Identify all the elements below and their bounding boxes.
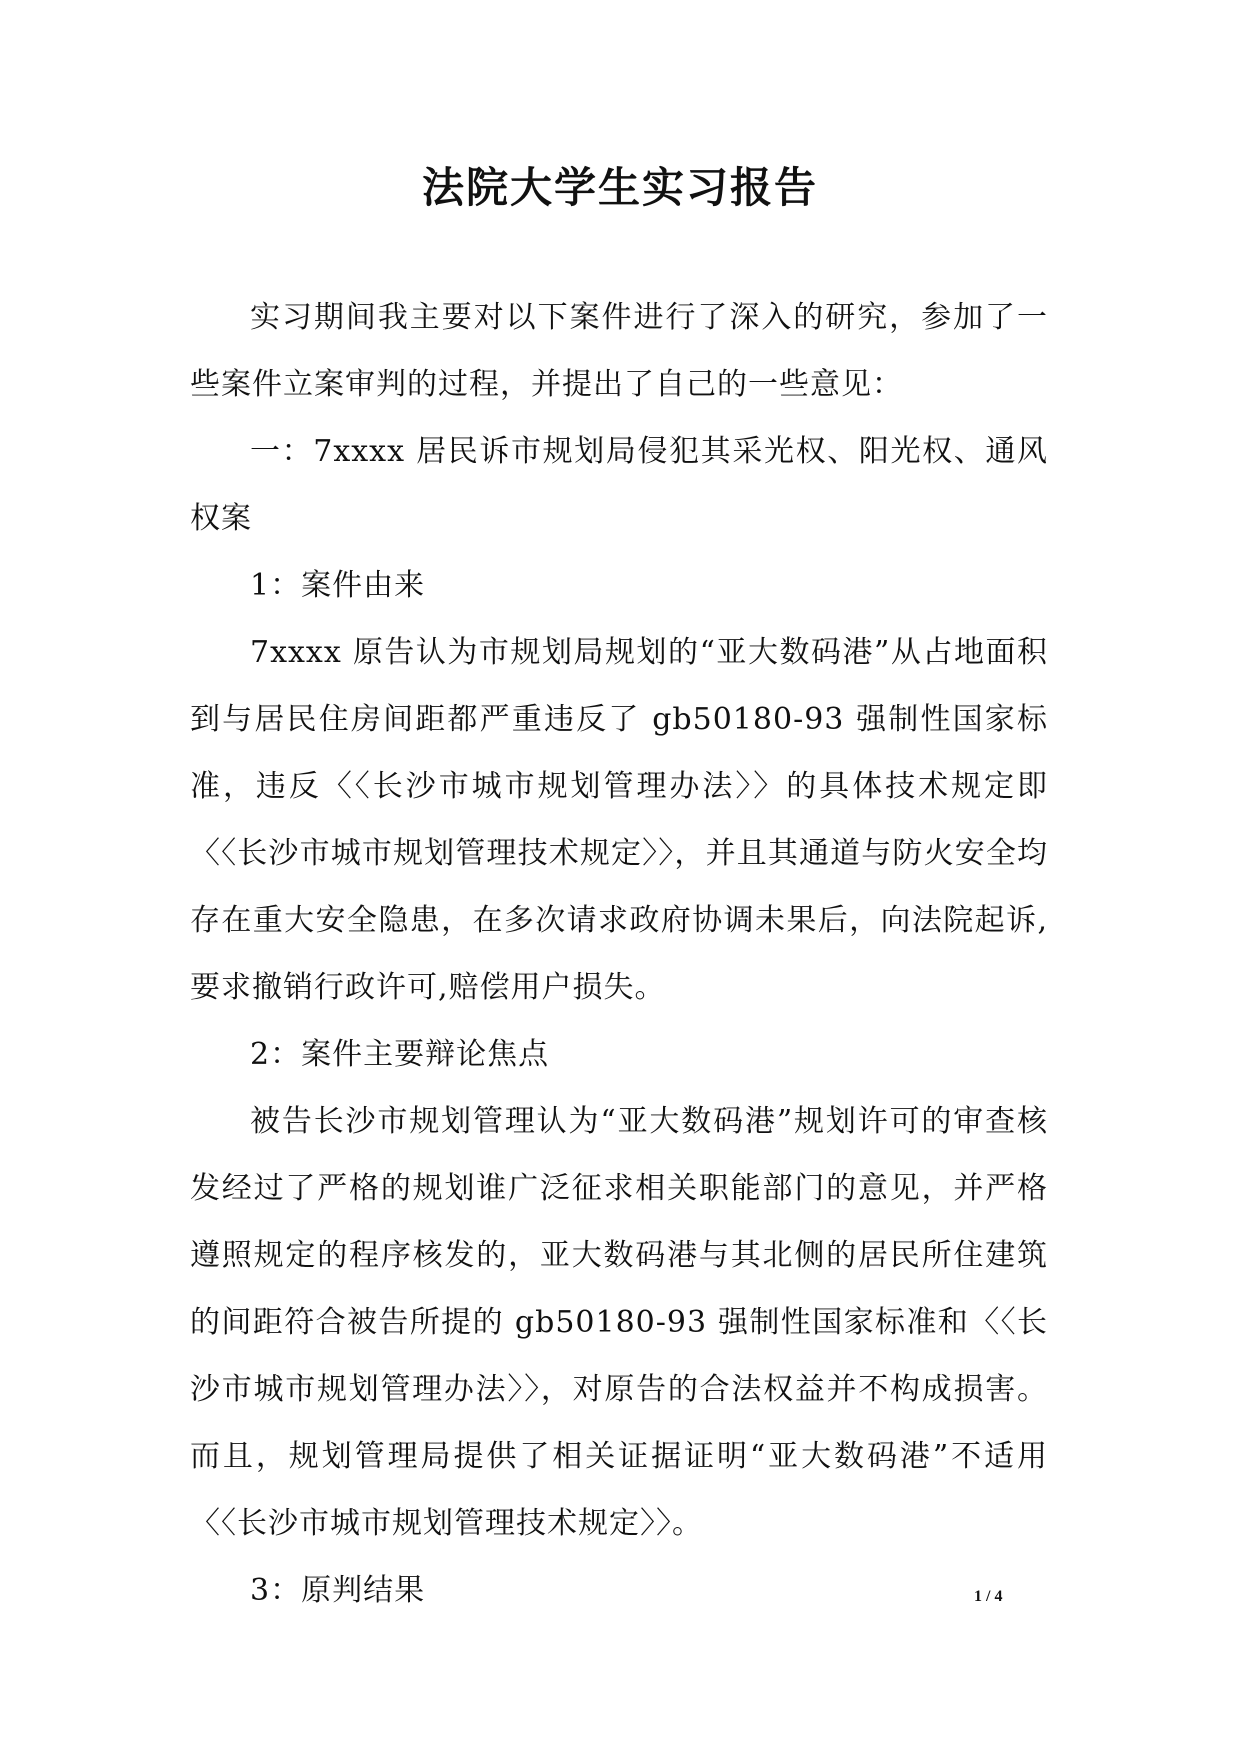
paragraph-dispute-text: 被告长沙市规划管理认为“亚大数码港”规划许可的审查核发经过了严格的规划谁广泛征求相关职能部门的意见，并严格遵照规定的程序核发的，亚大数码港与其北侧的居民所住建筑的间距符合被告所提的 gb50180-93 强制性国家标准和〈〈长沙市城市规划管理办法〉〉，对原告的合法权益并不构成损害。而且，规划管理局提供了相关证据证明“亚大数码港”不适用〈〈长沙市城市规划管理技术规定〉〉。: [190, 1104, 1048, 1541]
paragraph-section-result: 3：原判结果: [250, 1573, 426, 1608]
paragraph-section-dispute: 2：案件主要辩论焦点: [250, 1037, 550, 1072]
page-number: 1 / 4: [974, 1588, 1003, 1605]
paragraph-case-heading: 一：7xxxx 居民诉市规划局侵犯其采光权、阳光权、通风权案: [190, 434, 1048, 536]
document-title: 法院大学生实习报告: [421, 163, 818, 212]
paragraph-section-origin: 1：案件由来: [250, 568, 426, 603]
paragraph-intro: 实习期间我主要对以下案件进行了深入的研究，参加了一些案件立案审判的过程，并提出了自己的一些意见：: [190, 300, 1048, 402]
document-body: [190, 284, 1048, 1624]
paragraph-origin-text: 7xxxx 原告认为市规划局规划的“亚大数码港”从占地面积到与居民住房间距都严重违反了 gb50180-93 强制性国家标准，违反〈〈长沙市城市规划管理办法〉〉的具体技术规定即〈〈长沙市城市规划管理技术规定〉〉，并且其通道与防火安全均存在重大安全隐患，在多次请求政府协调未果后，向法院起诉,要求撤销行政许可,赔偿用户损失。: [190, 635, 1048, 1005]
